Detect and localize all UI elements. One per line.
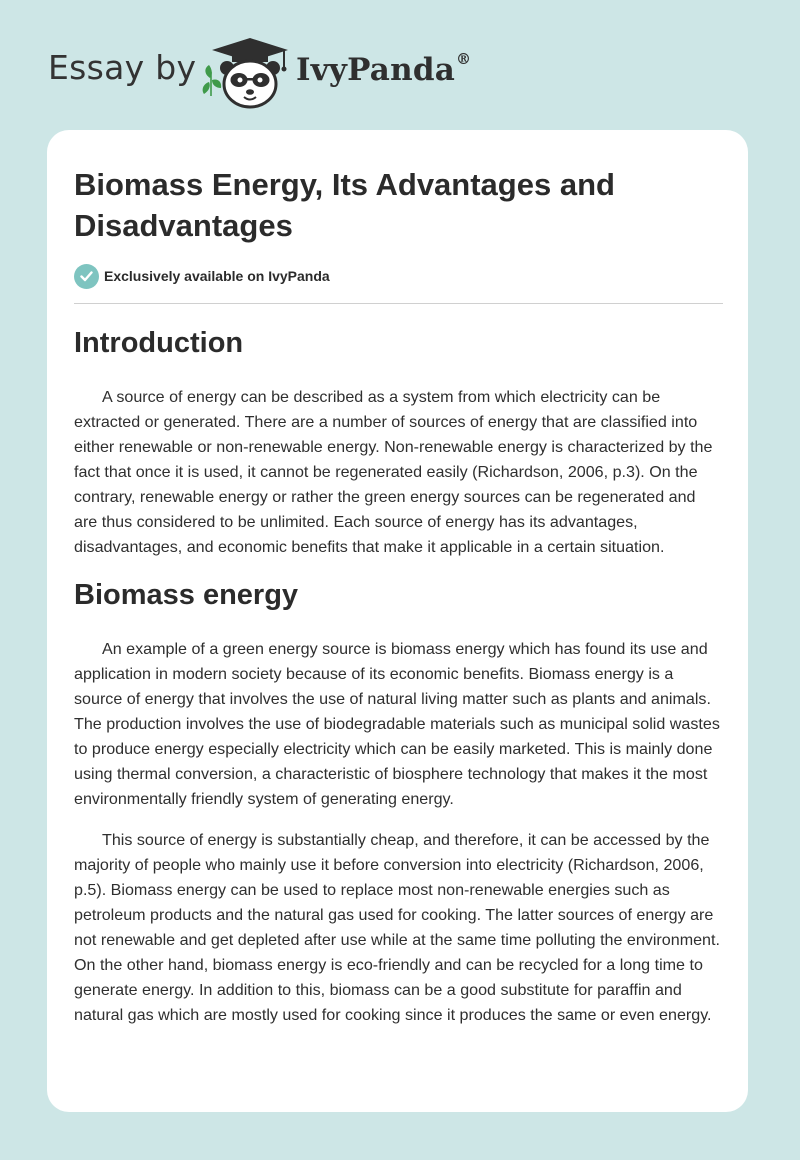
check-circle-icon xyxy=(74,264,99,289)
paragraph: A source of energy can be described as a system from which electricity can be extracted or generated. There are a number of sources of energy that are classified into either renewable or non-renewable energy. Non-renewable energy is characterized by the fact that once it is used, it cannot be regenerated easily (Richardson, 2006, p.3). On the contrary, renewable energy or rather the green energy sources can be regenerated and are thus considered to be unlimited. Each source of energy has its advantages, disadvantages, and economic benefits that make it applicable in a certain situation. xyxy=(74,388,713,556)
brand-name-text: IvyPanda xyxy=(296,52,455,88)
panda-icon xyxy=(200,34,300,110)
exclusive-label: Exclusively available on IvyPanda xyxy=(104,268,330,284)
site-header xyxy=(0,0,800,120)
essay-by-label: Essay by xyxy=(48,48,197,87)
brand-name[interactable] xyxy=(296,52,471,88)
section-heading-introduction: Introduction xyxy=(74,327,244,359)
divider xyxy=(74,303,723,304)
paragraph: This source of energy is substantially cheap, and therefore, it can be accessed by the majority of people who mainly use it before conversion into electricity (Richardson, 2006, p.5). Biomass energy can be used to replace most non-renewable energies such as petroleum products and the natural gas used for cooking. The latter sources of energy are not renewable and get depleted after use while at the same time polluting the environment. On the other hand, biomass energy is eco-friendly and can be recycled for a long time to generate energy. In addition to this, biomass can be a good substitute for paraffin and natural gas which are mostly used for cooking since it produces the same or even energy. xyxy=(74,831,720,1024)
ivypanda-logo[interactable] xyxy=(200,34,300,110)
registered-mark: ® xyxy=(456,50,472,68)
exclusive-badge xyxy=(74,263,330,289)
essay-title: Biomass Energy, Its Advantages and Disadvantages xyxy=(74,167,615,243)
section-heading-biomass-energy: Biomass energy xyxy=(74,579,299,611)
paragraph: An example of a green energy source is biomass energy which has found its use and application in modern society because of its economic benefits. Biomass energy is a source of energy that involves the use of natural living matter such as plants and animals. The production involves the use of biodegradable materials such as municipal solid wastes to produce energy especially electricity which can be easily marketed. This is mainly done using thermal conversion, a characteristic of biosphere technology that makes it the most environmentally friendly system of generating energy. xyxy=(74,640,720,808)
essay-card xyxy=(47,130,748,1112)
